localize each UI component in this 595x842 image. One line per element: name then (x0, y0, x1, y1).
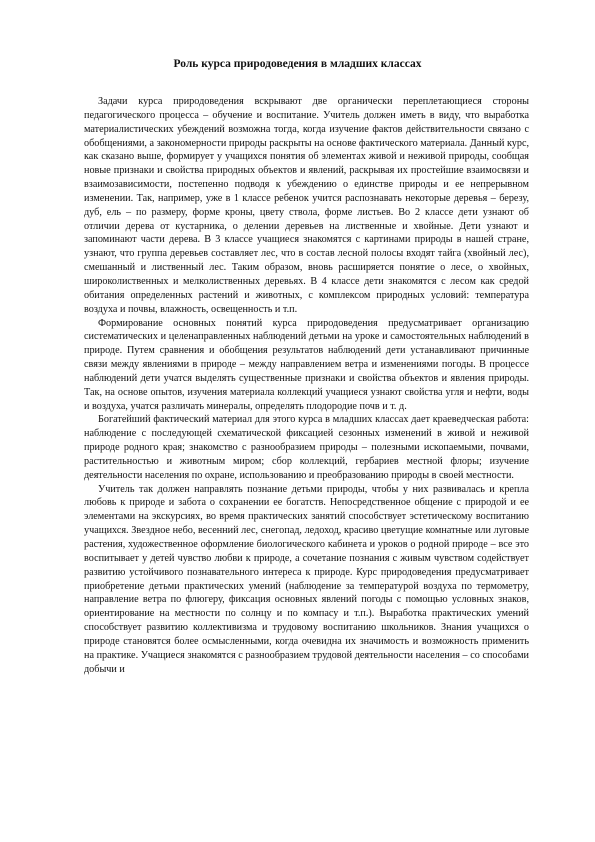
paragraph-1: Задачи курса природоведения вскрывают две органически переплетающиеся стороны педагогического процесса – обучение и воспитание. Учитель должен иметь в виду, что выработка материалистических убеждений возможна тогда, когда изучение фактов действительности связано с обобщениями, а закономерности природы раскрыты на основе фактического материала. Данный курс, как сказано выше, формирует у учащихся понятия об элементах живой и неживой природы, сообщая новые признаки и свойства природных объектов и явлений, раскрывая их простейшие взаимосвязи и взаимозависимости, постепенно подводя к убеждению о единстве природы и ее непрерывном изменении. Так, например, уже в 1 классе ребенок учится распознавать некоторые деревья – березу, дуб, ель – по размеру, форме кроны, цвету ствола, форме листьев. Во 2 классе дети узнают об отличии дерева от кустарника, о делении деревьев на лиственные и хвойные. Дети узнают и запоминают части дерева. В 3 классе учащиеся знакомятся с картинами природы в нашей стране, узнают, что группа деревьев составляет лес, что в состав лесной полосы входят тайга (хвойный лес), смешанный и лиственный лес. Таким образом, вновь расширяется понятие о лесе, о хвойных, широколиственных и мелколиственных деревьях. В 4 классе дети знакомятся с лесом как средой обитания определенных растений и животных, с комплексом природных условий: температура воздуха и почвы, влажность, освещенность и т.п. (84, 96, 530, 315)
paragraph-4: Учитель так должен направлять познание детьми природы, чтобы у них развивалась и крепла любовь к природе и забота о сохранении ее богатств. Непосредственное общение с природой и ее элементами на экскурсиях, во время практических занятий способствует эстетическому воспитанию учащихся. Звездное небо, весенний лес, снегопад, ледоход, красиво цветущие комнатные или луговые растения, художественное оформление биологического кабинета и уроков о родной природе – все это воспитывает у детей чувство любви к природе, а сочетание познания с живым чувством содействует развитию устойчивого познавательного интереса к природе. Курс природоведения предусматривает приобретение детьми практических умений (наблюдение за температурой воздуха по термометру, направление ветра по флюгеру, фиксация основных явлений погоды с помощью условных знаков, ориентирование на местности по солнцу и по компасу и т.п.). Выработка практических умений способствует развитию коллективизма и трудовому воспитанию школьников. Знания учащихся о природе становятся более осмысленными, когда очевидна их значимость и возможность применить на практике. Учащиеся знакомятся с разнообразием трудовой деятельности населения – со способами добычи и (84, 483, 529, 675)
paragraph-3: Богатейший фактический материал для этого курса в младших классах дает краеведческая работа: наблюдение с последующей схематической фиксацией сезонных изменений в живой и неживой природе родного края; знакомство с разнообразием природы – полезными ископаемыми, почвами, растительностью и животным миром; сбор коллекций, гербариев местной флоры; изучение деятельности населения по охране, использованию и преобразованию природы в своей местности. (84, 414, 529, 481)
document-title: Роль курса природоведения в младших классах (173, 58, 422, 70)
document-body (84, 95, 529, 676)
paragraph-2: Формирование основных понятий курса природоведения предусматривает организацию систематических и целенаправленных наблюдений детьми на уроке и самостоятельных наблюдений в природе. Путем сравнения и обобщения результатов наблюдений дети устанавливают причинные связи между явлениями в природе – между направлением ветра и изменениями погоды. В процессе наблюдений дети учатся выделять существенные признаки и свойства объектов и явления природы. Так, на основе опытов, изучения материала коллекций учащиеся узнают свойства угля и нефти, воды и воздуха, учатся различать минералы, определять плодородие почв и т. д. (84, 317, 529, 412)
